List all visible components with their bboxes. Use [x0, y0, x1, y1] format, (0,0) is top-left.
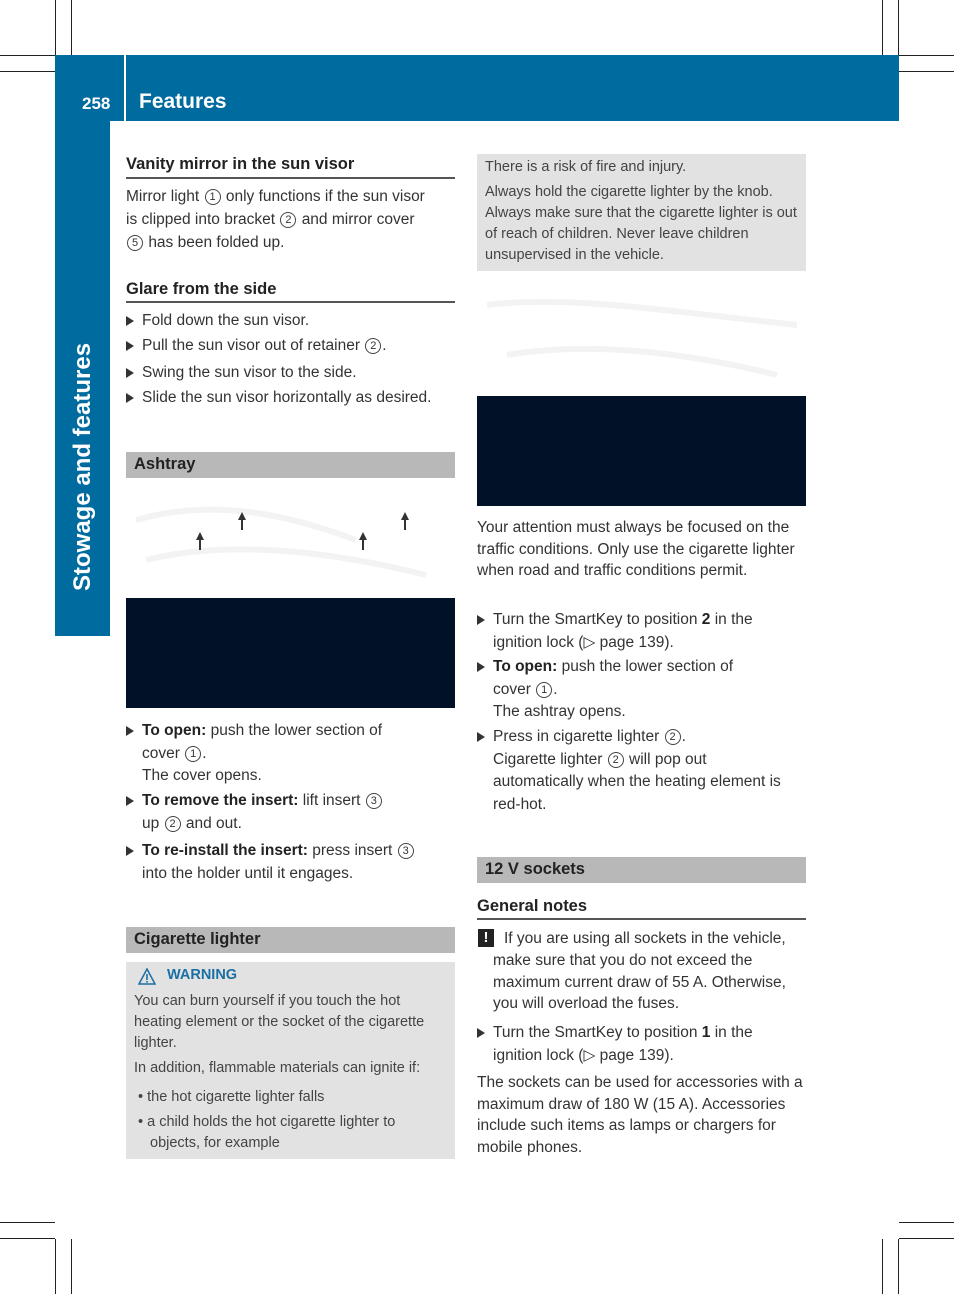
crop-mark — [71, 1239, 72, 1294]
list-item: To open: push the lower section of cover 1 . The ashtray opens. — [477, 656, 811, 726]
crop-mark — [0, 1222, 55, 1223]
triangle-right-icon — [126, 368, 134, 378]
notes-text: If you are using all sockets in the vehicle, — [504, 930, 786, 947]
list-item: Press in cigarette lighter 2 . Cigarette lighter 2 will pop out automatically when the heating element is red-hot. — [477, 726, 811, 818]
ashtray-image — [126, 598, 455, 708]
triangle-right-icon — [477, 1028, 485, 1038]
crop-mark — [899, 55, 954, 56]
sockets-heading: 12 V sockets — [485, 860, 585, 878]
heading-rule — [126, 301, 455, 303]
crop-mark — [0, 71, 55, 72]
list-item: Swing the sun visor to the side. — [126, 362, 461, 385]
list-item: Fold down the sun visor. — [126, 310, 461, 333]
triangle-right-icon — [477, 615, 485, 625]
arrow-icon — [196, 512, 409, 550]
list-item: To open: push the lower section of cover 1 . The cover opens. — [126, 720, 461, 790]
vanity-heading: Vanity mirror in the sun visor — [126, 155, 355, 173]
list-item: Turn the SmartKey to position 2 in the ignition lock (▷ page 139). — [477, 609, 811, 657]
box-text: Always hold the cigarette lighter by the knob. Always make sure that the cigarette lighter is out of reach of children. Never leave children unsupervised in the vehicle. — [485, 184, 797, 263]
list-item: To remove the insert: lift insert 3 up 2 and out. — [126, 790, 461, 838]
ashtray-heading: Ashtray — [134, 455, 196, 473]
heading-rule — [477, 918, 806, 920]
crop-mark — [0, 55, 55, 56]
list-item: Slide the sun visor horizontally as desired. — [126, 387, 461, 410]
illustration-faint-lines — [487, 302, 797, 375]
crop-mark — [55, 0, 56, 55]
warning-continuation-box — [477, 154, 806, 271]
triangle-right-icon — [126, 341, 134, 351]
crop-mark — [55, 1239, 56, 1294]
side-tab-label: Stowage and features — [68, 342, 96, 591]
header-divider — [124, 55, 126, 121]
triangle-right-icon — [477, 662, 485, 672]
notes-text: make sure that you do not exceed the maximum current draw of 55 A. Otherwise, you will overload the fuses. — [493, 952, 786, 1012]
sockets-heading-bar — [477, 857, 806, 883]
cigarette-heading: Cigarette lighter — [134, 930, 261, 948]
triangle-right-icon — [126, 846, 134, 856]
crop-mark — [899, 1222, 954, 1223]
callout-2: 2 — [280, 212, 296, 228]
ashtray-heading-bar — [126, 452, 455, 478]
box-text: There is a risk of fire and injury. — [485, 159, 687, 175]
callout-1: 1 — [205, 189, 221, 205]
warning-triangle-icon — [138, 968, 156, 985]
cigarette-lighter-illustration — [477, 285, 806, 396]
cigarette-lighter-image — [477, 396, 806, 506]
list-item: Turn the SmartKey to position 1 in the ignition lock (▷ page 139). — [477, 1022, 811, 1070]
page-number: 258 — [82, 94, 111, 113]
illustration-faint-lines — [136, 510, 426, 575]
crop-mark — [0, 1238, 55, 1239]
sockets-paragraph: The sockets can be used for accessories with a maximum draw of 180 W (15 A). Accessories include such items as lamps or chargers for mobile phones. — [477, 1074, 803, 1156]
vanity-paragraph: Mirror light 1 only functions if the sun visor is clipped into bracket 2 and mirror cover 5 has been folded up. — [126, 188, 425, 251]
triangle-right-icon — [126, 796, 134, 806]
callout-5: 5 — [127, 235, 143, 251]
warning-bullet: • a child holds the hot cigarette lighter to objects, for example — [138, 1114, 396, 1151]
crop-mark — [899, 1238, 954, 1239]
cigarette-heading-bar — [126, 927, 455, 953]
glare-heading: Glare from the side — [126, 280, 277, 298]
warning-bullet: • the hot cigarette lighter falls — [138, 1089, 325, 1105]
warning-box — [126, 962, 455, 1159]
crop-mark — [71, 0, 72, 55]
side-tab-label-wrap — [55, 121, 110, 591]
warning-text: In addition, flammable materials can ignite if: — [134, 1060, 421, 1076]
crop-mark — [899, 71, 954, 72]
warning-text: You can burn yourself if you touch the hot heating element or the socket of the cigarette lighter. — [134, 993, 425, 1051]
triangle-right-icon — [126, 726, 134, 736]
crop-mark — [898, 1239, 899, 1294]
triangle-right-icon — [126, 393, 134, 403]
heading-rule — [126, 177, 455, 179]
crop-mark — [898, 0, 899, 55]
ashtray-illustration — [126, 480, 455, 598]
crop-mark — [882, 0, 883, 55]
triangle-right-icon — [477, 732, 485, 742]
attention-paragraph: Your attention must always be focused on the traffic conditions. Only use the cigarette lighter when road and traffic conditions permit. — [477, 519, 795, 579]
warning-label: WARNING — [167, 967, 238, 983]
general-notes-heading: General notes — [477, 897, 588, 915]
triangle-right-icon — [126, 316, 134, 326]
exclamation-icon: ! — [478, 929, 494, 947]
crop-mark — [882, 1239, 883, 1294]
list-item: To re-install the insert: press insert 3 into the holder until it engages. — [126, 840, 461, 888]
section-title: Features — [139, 90, 227, 113]
list-item: Pull the sun visor out of retainer 2 . — [126, 335, 461, 358]
